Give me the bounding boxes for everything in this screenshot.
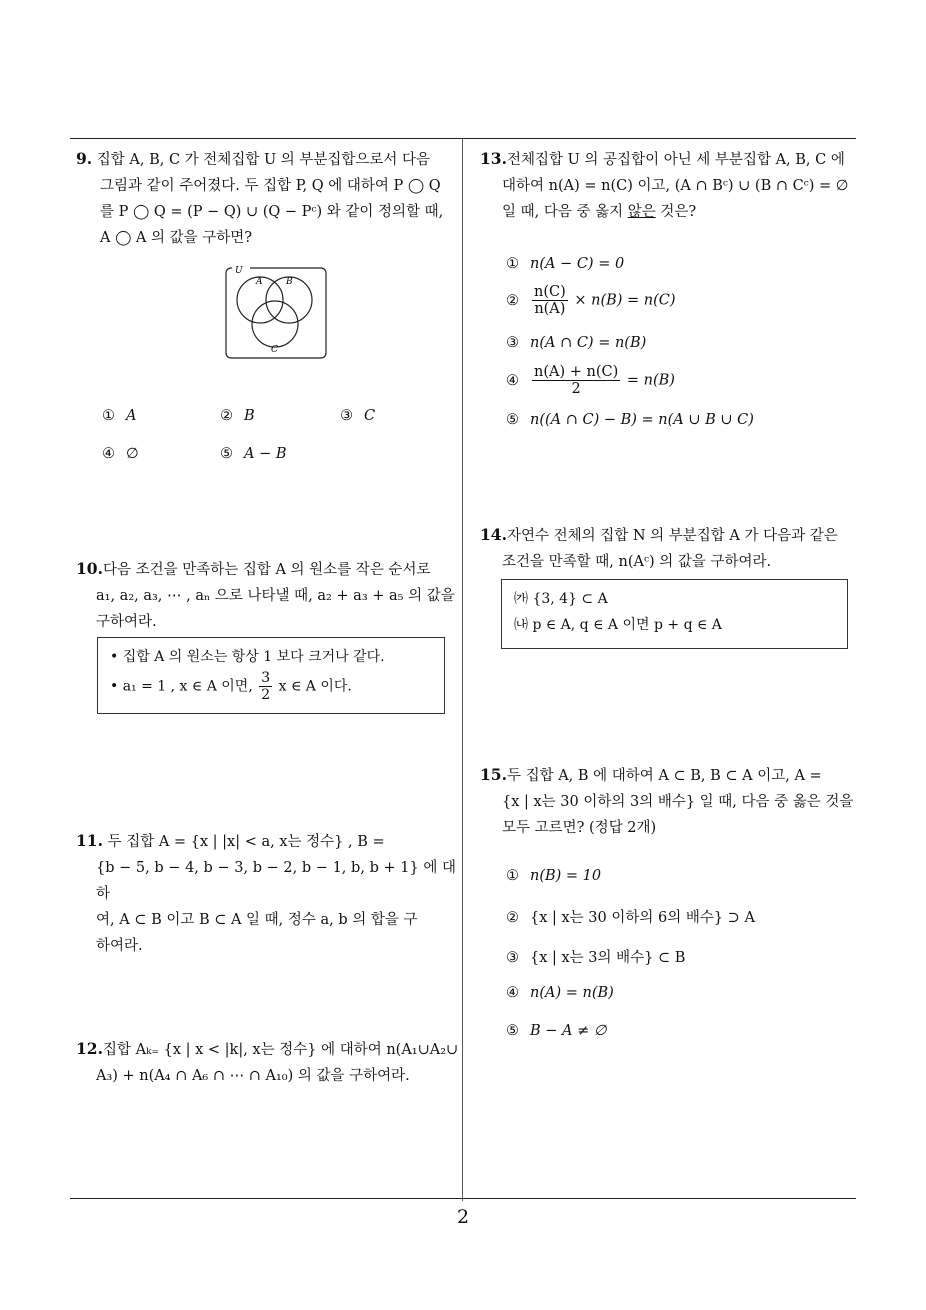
q13-option-1[interactable]: ① n(A − C) = 0 [506,256,625,272]
label-u: U [235,266,243,276]
underlined-word: 않은 [627,204,656,220]
column-divider [462,138,463,1201]
question-text-line: 여, A ⊂ B 이고 B ⊂ A 일 때, 정수 a, b 의 합을 구 [96,912,418,928]
question-15 [480,762,860,841]
fraction: $\frac{n(C)}{n(A)}$ [534,284,566,317]
q13-option-2[interactable]: ② $\frac{n(C)}{n(A)}$ × n(B) = n(C) [506,284,676,317]
question-text-line: 구하여라. [96,614,157,630]
q15-option-1[interactable]: ① n(B) = 10 [506,868,602,884]
q15-option-3[interactable]: ③ {x | x는 3의 배수} ⊂ B [506,950,686,966]
question-number: 12. [76,1039,103,1058]
question-14 [480,522,860,575]
top-rule [70,138,856,139]
q10-condition-box [97,637,445,714]
q15-option-5[interactable]: ⑤ B − A ≠ ∅ [506,1023,607,1039]
q9-option-2[interactable]: ② B [220,408,255,424]
question-text-line: 조건을 만족할 때, n(Aᶜ) 의 값을 구하여라. [502,554,772,570]
question-text-line: 일 때, 다음 중 옳지 않은 것은? [502,204,697,220]
question-9 [76,146,456,251]
question-text-line: 두 집합 A = {x | |x| < a, x는 정수} , B = [107,834,385,850]
q13-option-3[interactable]: ③ n(A ∩ C) = n(B) [506,335,647,351]
question-text-line: 모두 고르면? (정답 2개) [502,820,657,836]
question-text-line: {b − 5, b − 4, b − 3, b − 2, b − 1, b, b + 1} 에 대하 [96,860,456,902]
page-number: 2 [456,1206,470,1228]
fraction: $\frac{3}{2}$ [261,670,271,703]
label-a: A [256,277,263,287]
q13-option-4[interactable]: ④ $\frac{n(A) + n(C)}{2}$ = n(B) [506,364,675,397]
condition-line: ㈎ {3, 4} ⊂ A [514,591,608,607]
question-text-line: 를 P ◯ Q = (P − Q) ∪ (Q − Pᶜ) 와 같이 정의할 때, [100,204,444,220]
q9-option-5[interactable]: ⑤ A − B [220,446,287,462]
condition-line: • a₁ = 1 , x ∈ A 이면, $\frac{3}{2}$ x ∈ A 이다. [110,670,352,703]
question-text-line: 그림과 같이 주어졌다. 두 집합 P, Q 에 대하여 P ◯ Q [100,178,441,194]
q9-option-3[interactable]: ③ C [340,408,376,424]
question-13 [480,146,860,225]
question-text-line: A₃) + n(A₄ ∩ A₆ ∩ ⋯ ∩ A₁₀) 의 값을 구하여라. [96,1068,410,1084]
q14-condition-box [501,579,848,649]
label-b: B [286,277,293,287]
set-c-circle [252,301,298,347]
question-text-line: 집합 A, B, C 가 전체집합 U 의 부분집합으로서 다음 [96,152,431,168]
q9-option-4[interactable]: ④ ∅ [102,446,139,462]
question-text-line: 두 집합 A, B 에 대하여 A ⊂ B, B ⊂ A 이고, A = [506,768,822,784]
question-text-line: {x | x는 30 이하의 3의 배수} 일 때, 다음 중 옳은 것을 [502,794,854,810]
question-10 [76,556,456,635]
fraction: $\frac{n(A) + n(C)}{2}$ [534,364,619,397]
question-text-line: 대하여 n(A) = n(C) 이고, (A ∩ Bᶜ) ∪ (B ∩ Cᶜ) = ∅ [502,178,849,194]
q15-option-2[interactable]: ② {x | x는 30 이하의 6의 배수} ⊃ A [506,910,755,926]
question-text-line: 자연수 전체의 집합 N 의 부분집합 A 가 다음과 같은 [506,528,838,544]
label-c: C [271,345,278,355]
q9-option-1[interactable]: ① A [102,408,137,424]
question-text-line: 하여라. [96,938,143,954]
question-text-line: 다음 조건을 만족하는 집합 A 의 원소를 작은 순서로 [102,562,431,578]
question-number: 14. [480,525,507,544]
bottom-rule [70,1198,856,1199]
question-number: 15. [480,765,507,784]
question-text-line: 전체집합 U 의 공집합이 아닌 세 부분집합 A, B, C 에 [506,152,845,168]
question-number: 13. [480,149,507,168]
question-11 [76,828,456,959]
q13-option-5[interactable]: ⑤ n((A ∩ C) − B) = n(A ∪ B ∪ C) [506,412,754,428]
condition-line: ㈏ p ∈ A, q ∈ A 이면 p + q ∈ A [514,617,722,633]
question-text-line: a₁, a₂, a₃, ⋯ , aₙ 으로 나타낼 때, a₂ + a₃ + a₅ 의 값을 [96,588,455,604]
question-number: 11. [76,831,103,850]
question-12 [76,1036,460,1089]
venn-diagram [222,262,330,362]
question-text-line: A ◯ A 의 값을 구하면? [100,230,253,246]
q15-option-4[interactable]: ④ n(A) = n(B) [506,985,614,1001]
question-text-line: 집합 Aₖ₌ {x | x < |k|, x는 정수} 에 대하여 n(A₁∪A₂∪ [102,1042,459,1058]
condition-line: • 집합 A 의 원소는 항상 1 보다 크거나 같다. [110,649,385,665]
question-number: 9. [76,149,93,168]
question-number: 10. [76,559,103,578]
